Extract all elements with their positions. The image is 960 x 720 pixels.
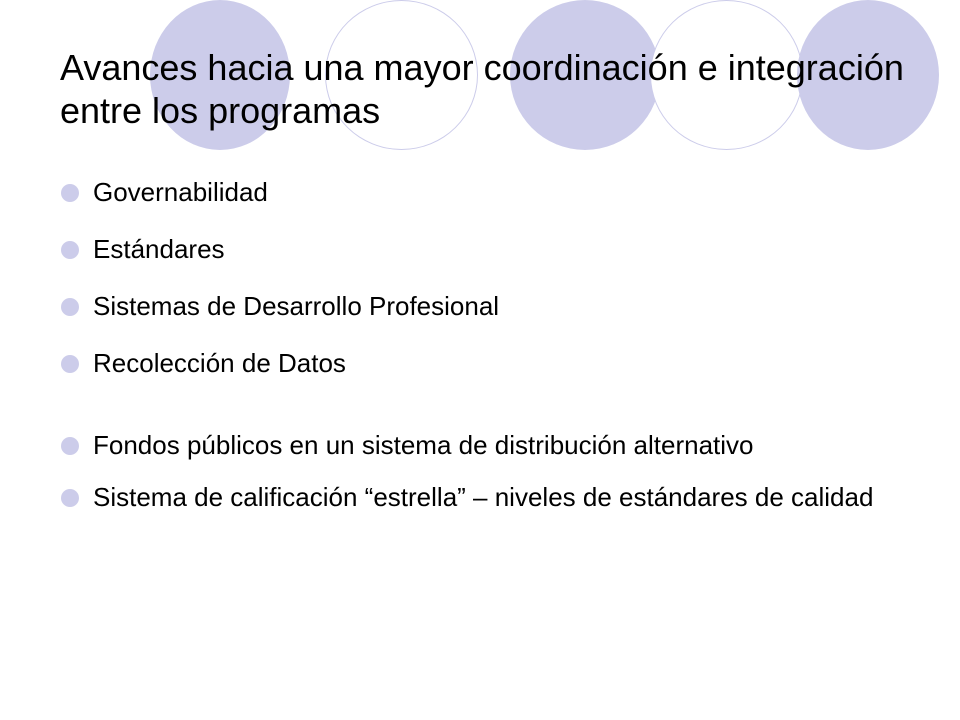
bullet-dot-icon [61, 437, 79, 455]
bullet-item-recoleccion-datos [60, 347, 920, 380]
bullet-text: Sistema de calificación “estrella” – niveles de estándares de calidad [93, 482, 874, 512]
bullet-text: Sistemas de Desarrollo Profesional [93, 291, 500, 321]
bullet-item-sistema-calificacion [60, 481, 920, 514]
bullet-item-desarrollo-profesional [60, 290, 920, 323]
bullet-item-estandares [60, 233, 920, 266]
bullet-dot-icon [61, 298, 79, 316]
bullet-dot-icon [61, 184, 79, 202]
bullet-dot-icon [61, 355, 79, 373]
bullet-text: Governabilidad [93, 177, 268, 207]
bullet-dot-icon [61, 241, 79, 259]
slide-title: Avances hacia una mayor coordinación e integración entre los programas [60, 47, 904, 131]
bullet-list [60, 176, 920, 533]
bullet-text: Recolección de Datos [93, 348, 346, 378]
bullet-dot-icon [61, 489, 79, 507]
bullet-text: Estándares [93, 234, 225, 264]
bullet-item-fondos-publicos [60, 429, 920, 462]
bullet-item-governabilidad [60, 176, 920, 209]
bullet-text: Fondos públicos en un sistema de distribución alternativo [93, 430, 754, 460]
